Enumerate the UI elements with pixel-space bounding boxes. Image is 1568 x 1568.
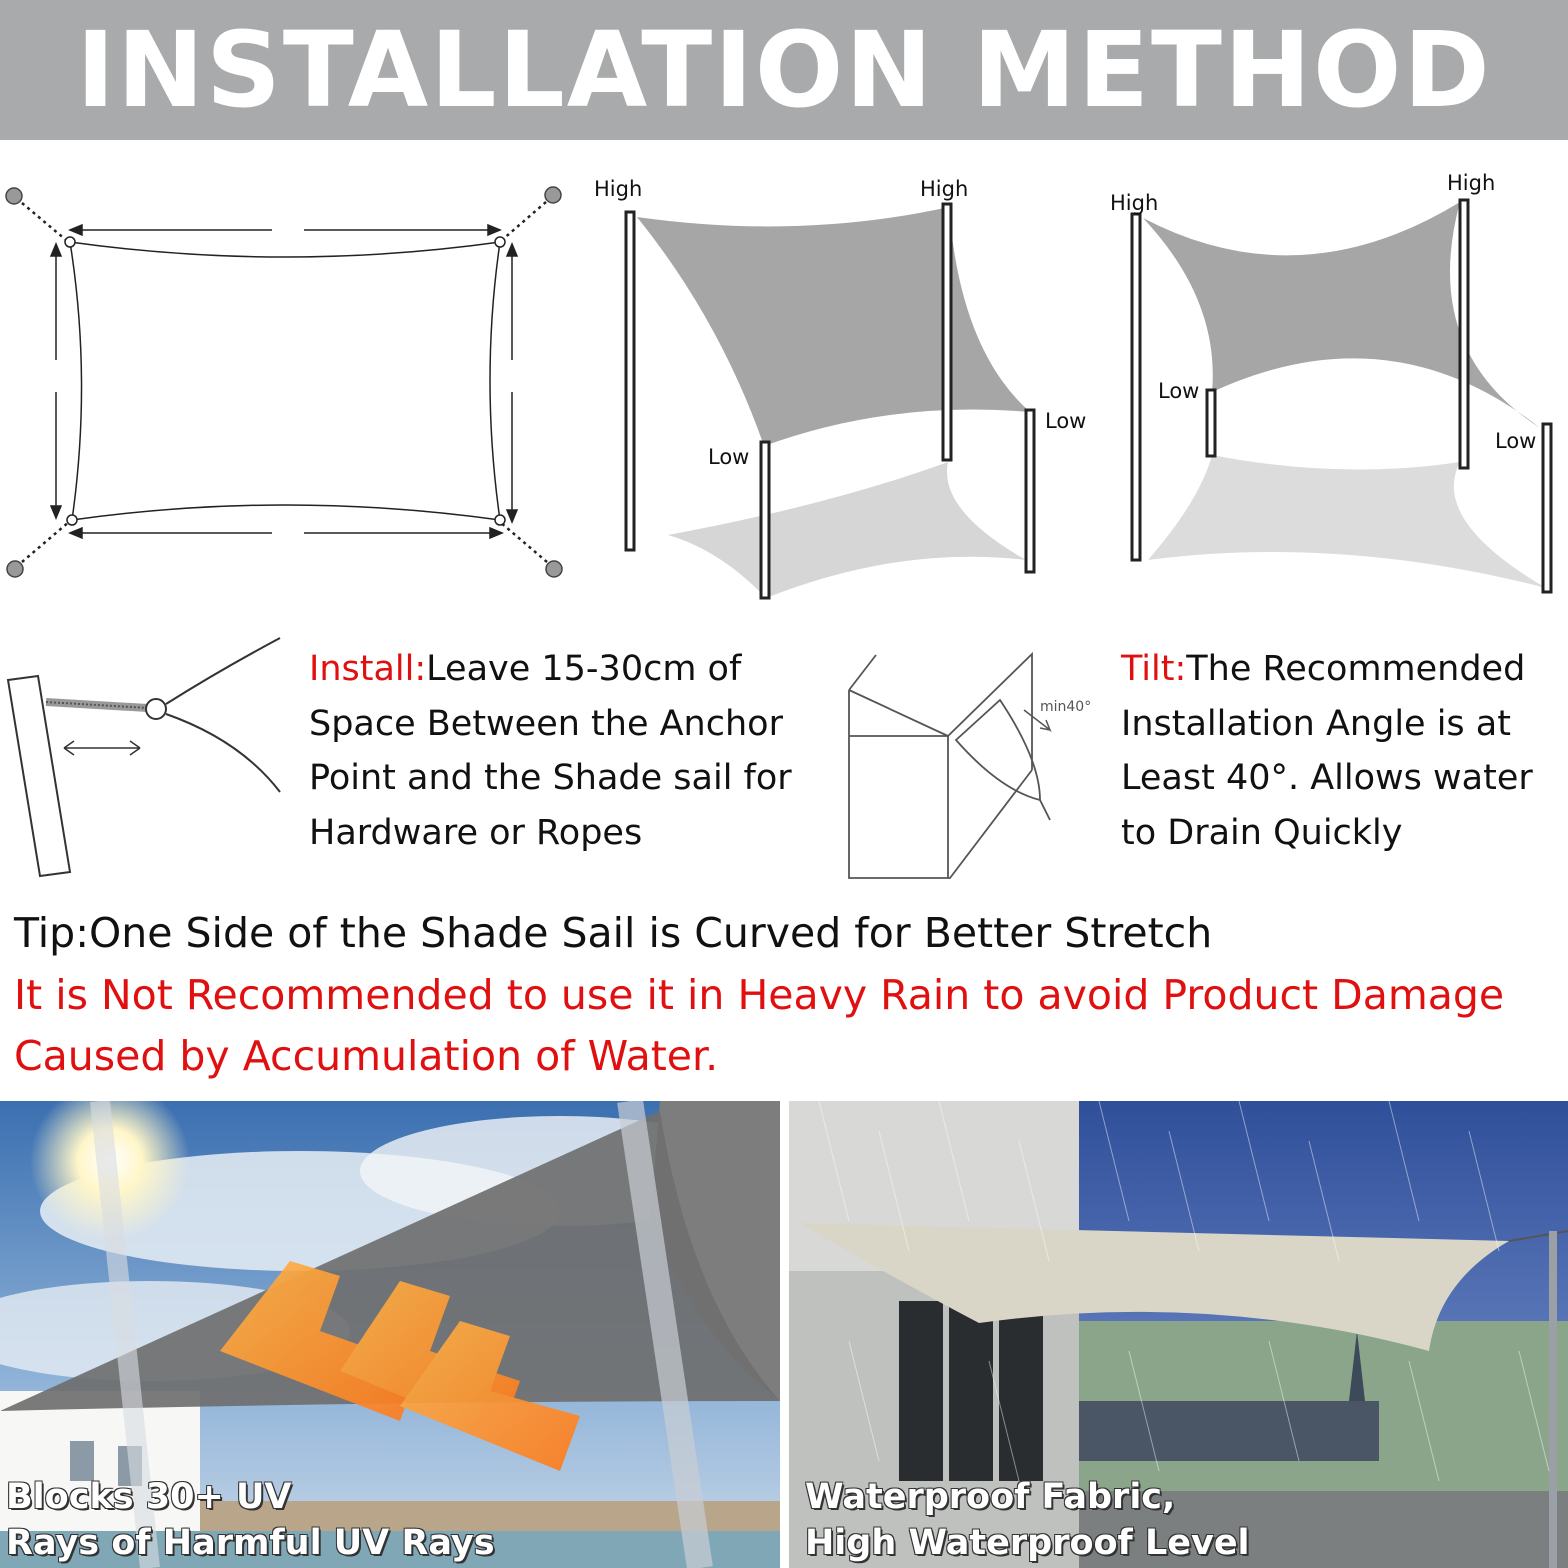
waterproof-photo — [789, 1101, 1568, 1568]
shade-sail — [637, 207, 1030, 446]
tilt-angle-sketch — [840, 645, 1110, 885]
title-banner — [0, 0, 1568, 140]
sail-shadow — [1148, 455, 1546, 588]
install-label: Install: — [309, 649, 427, 689]
post-low-right — [1543, 424, 1551, 592]
post-low-left — [1207, 390, 1215, 456]
label-high-left: High — [1110, 191, 1159, 215]
label-high-left: High — [594, 177, 643, 201]
uv-protection-photo — [0, 1101, 780, 1568]
tip-line: Tip:One Side of the Shade Sail is Curved for Better Stretch — [14, 909, 1213, 957]
label-low-right: Low — [1045, 409, 1087, 433]
anchor-point-top-left — [6, 188, 22, 204]
post-low-left — [761, 442, 769, 598]
tilt-note: Tilt:The Recommended Installation Angle is at Least 40°. Allows water to Drain Quickly — [1121, 649, 1533, 853]
anchor-point-bottom-left — [7, 561, 23, 577]
anchor-layout-diagram — [6, 187, 562, 577]
uv-caption: Blocks 30+ UV Rays of Harmful UV Rays — [6, 1477, 495, 1563]
sail-diagram-two — [1110, 171, 1551, 592]
sail-ring — [146, 699, 166, 719]
warning-line-2: Caused by Accumulation of Water. — [14, 1032, 719, 1080]
post-high-left — [626, 212, 634, 550]
waterproof-caption: Waterproof Fabric, High Waterproof Level — [805, 1477, 1250, 1563]
install-note: Install:Leave 15-30cm of Space Between the Anchor Point and the Shade sail for Hardware or Ropes — [309, 649, 792, 853]
tilt-label: Tilt: — [1121, 649, 1187, 689]
tilt-angle-label: min40° — [1040, 699, 1092, 715]
post-high-right — [943, 204, 951, 460]
hardware-spacing-sketch — [0, 630, 290, 885]
post-high-left — [1132, 214, 1140, 560]
label-low-right: Low — [1495, 429, 1537, 453]
anchor-point-top-right — [545, 187, 561, 203]
double-arrow — [64, 741, 140, 755]
sail-diagram-one — [594, 177, 1086, 598]
warning-line-1: It is Not Recommended to use it in Heavy Rain to avoid Product Damage — [14, 971, 1505, 1019]
label-high-right: High — [1447, 171, 1496, 195]
post-low-right — [1026, 410, 1034, 572]
label-low-left: Low — [708, 445, 750, 469]
sail-shadow — [668, 462, 1026, 598]
anchor-point-bottom-right — [546, 561, 562, 577]
shade-sail — [1143, 202, 1540, 428]
installation-diagrams — [0, 140, 1568, 610]
page-title: INSTALLATION METHOD — [76, 9, 1492, 131]
post-high-right — [1460, 200, 1468, 468]
label-low-left: Low — [1158, 379, 1200, 403]
label-high-right: High — [920, 177, 969, 201]
